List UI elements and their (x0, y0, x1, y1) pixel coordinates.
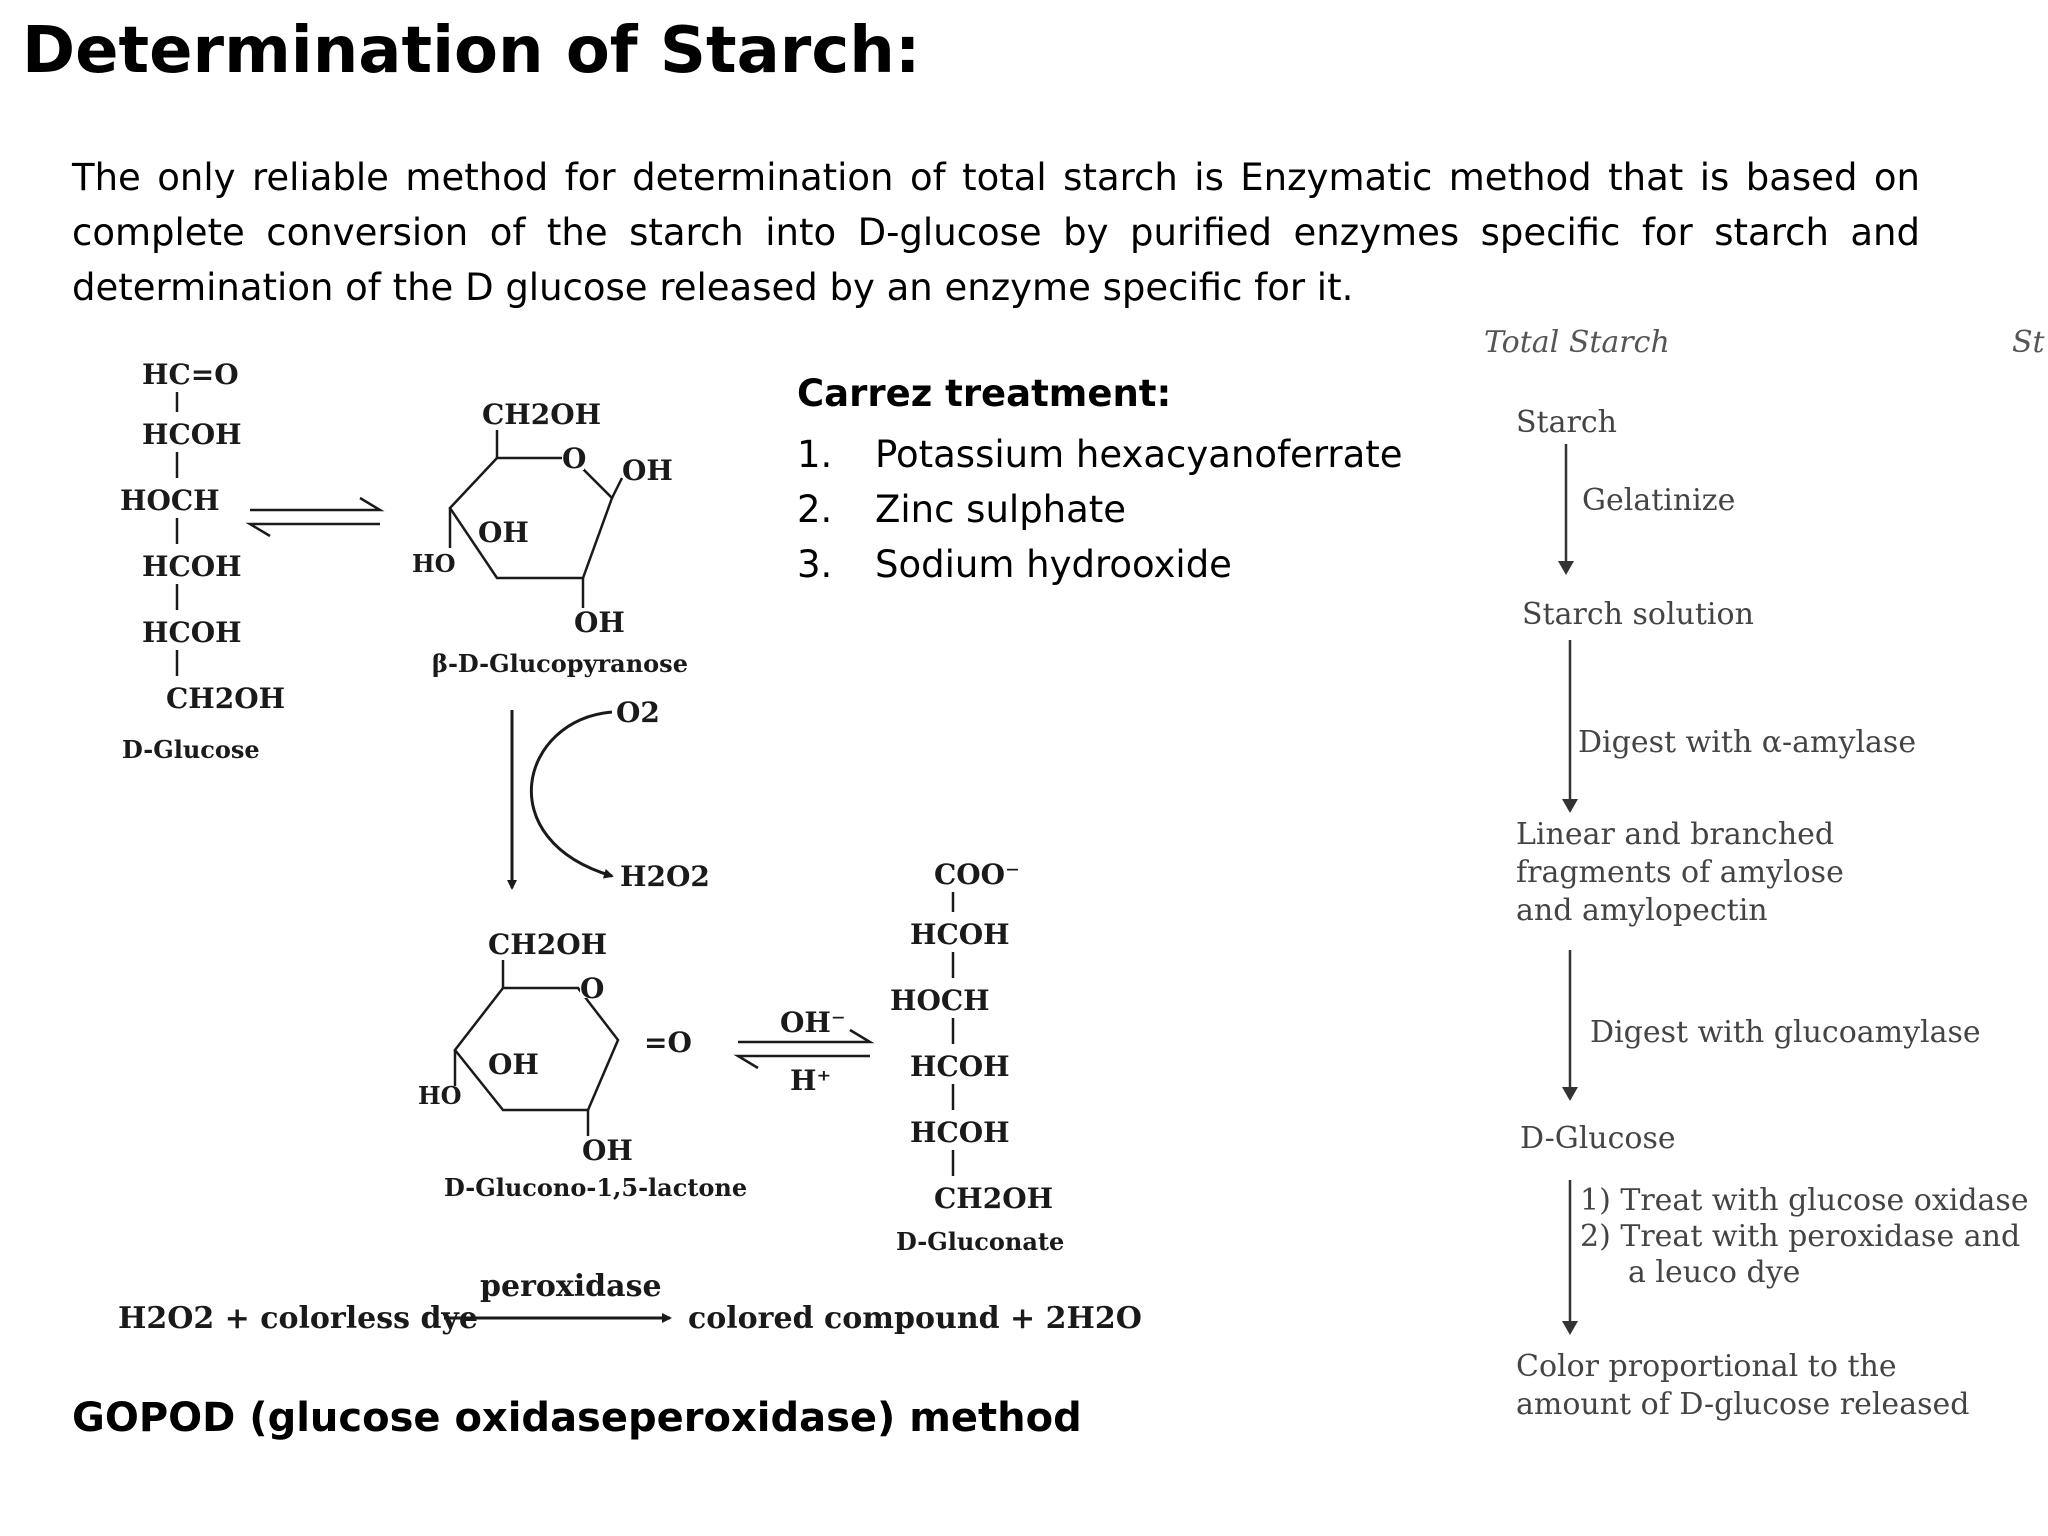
gluconate-chain-1: COO⁻ (934, 858, 1020, 891)
equation-right: colored compound + 2H2O (688, 1301, 1142, 1336)
oh-minus-label: OH⁻ (780, 1006, 846, 1039)
carrez-item: 3. Sodium hydrooxide (797, 543, 1232, 586)
lactone-ring-oxygen: O (580, 972, 605, 1005)
hydrolysis-arrow (738, 1006, 870, 1097)
pyranose-label: β-D-Glucopyranose (432, 649, 688, 678)
glucose-label: D-Glucose (122, 735, 260, 764)
flow-header: Total Starch (1484, 325, 1670, 360)
lactone-structure (418, 928, 747, 1202)
flow-step: Starch solution (1522, 597, 1754, 632)
equation-left: H2O2 + colorless dye (118, 1301, 478, 1336)
glucose-chain-5: HCOH (142, 616, 242, 649)
gluconate-chain-2: HCOH (910, 918, 1010, 951)
lactone-carbonyl: =O (644, 1026, 692, 1059)
total-starch-flowchart (1484, 325, 2046, 1422)
carrez-item: 1. Potassium hexacyanoferrate (797, 433, 1403, 476)
ring-oh-mid: OH (478, 516, 529, 549)
lactone-oh-bottom: OH (582, 1134, 633, 1167)
flow-step: 2) Treat with peroxidase and (1580, 1219, 2021, 1254)
flow-step: Starch (1516, 405, 1617, 440)
ring-ho: HO (412, 549, 456, 578)
flow-step: Gelatinize (1582, 483, 1736, 518)
d-glucose-structure (120, 358, 285, 764)
flow-step: and amylopectin (1516, 893, 1768, 928)
flow-step: D-Glucose (1520, 1121, 1676, 1156)
flow-step: fragments of amylose (1516, 855, 1844, 890)
ring-oh-top: OH (622, 454, 673, 487)
carrez-title: Carrez treatment: (797, 372, 1172, 415)
flow-step: Color proportional to the (1516, 1349, 1897, 1384)
lactone-label: D-Glucono-1,5-lactone (444, 1173, 748, 1202)
oxidation-arrows (512, 696, 710, 893)
peroxidase-equation (118, 1269, 1142, 1336)
flow-step: Linear and branched (1516, 817, 1835, 852)
lactone-ch2oh: CH2OH (488, 928, 608, 961)
gluconate-label: D-Gluconate (896, 1227, 1065, 1256)
glucose-chain-4: HCOH (142, 550, 242, 583)
flow-step: amount of D-glucose released (1516, 1387, 1970, 1422)
gluconate-chain-4: HCOH (910, 1050, 1010, 1083)
flow-step: Digest with glucoamylase (1590, 1015, 1981, 1050)
glucopyranose-structure (412, 398, 688, 678)
h2o2-label: H2O2 (620, 860, 710, 893)
o2-label: O2 (616, 696, 660, 729)
h-plus-label: H⁺ (790, 1064, 832, 1097)
equation-enzyme: peroxidase (480, 1269, 662, 1304)
gluconate-chain-3: HOCH (890, 984, 990, 1017)
gluconate-chain-5: HCOH (910, 1116, 1010, 1149)
gopod-caption: GOPOD (glucose oxidaseperoxidase) method (72, 1395, 1082, 1441)
intro-paragraph: The only reliable method for determination of total starch is Enzymatic method that is based on complete conversion of the starch into D-glucose by purified enzymes specific for starch and determination of the D glucose released by an enzyme specific for it. (72, 156, 1920, 309)
glucose-chain-3: HOCH (120, 484, 220, 517)
ring-oxygen: O (562, 442, 587, 475)
d-gluconate-structure (890, 858, 1064, 1256)
gluconate-chain-6: CH2OH (934, 1182, 1054, 1215)
glucose-chain-6: CH2OH (166, 682, 286, 715)
lactone-ho: HO (418, 1081, 462, 1110)
lactone-oh-mid: OH (488, 1048, 539, 1081)
equilibrium-arrow-1 (250, 498, 380, 536)
glucose-chain-2: HCOH (142, 418, 242, 451)
page-title: Determination of Starch: (22, 14, 921, 88)
carrez-item: 2. Zinc sulphate (797, 488, 1127, 531)
glucose-chain-1: HC=O (142, 358, 239, 391)
flow-step: 1) Treat with glucose oxidase (1580, 1183, 2029, 1218)
ring-ch2oh: CH2OH (482, 398, 602, 431)
flow-step: Digest with α-amylase (1578, 725, 1917, 760)
flow-step: a leuco dye (1628, 1255, 1801, 1290)
ring-oh-bottom: OH (574, 606, 625, 639)
flow-header-cut: St (2012, 325, 2045, 360)
